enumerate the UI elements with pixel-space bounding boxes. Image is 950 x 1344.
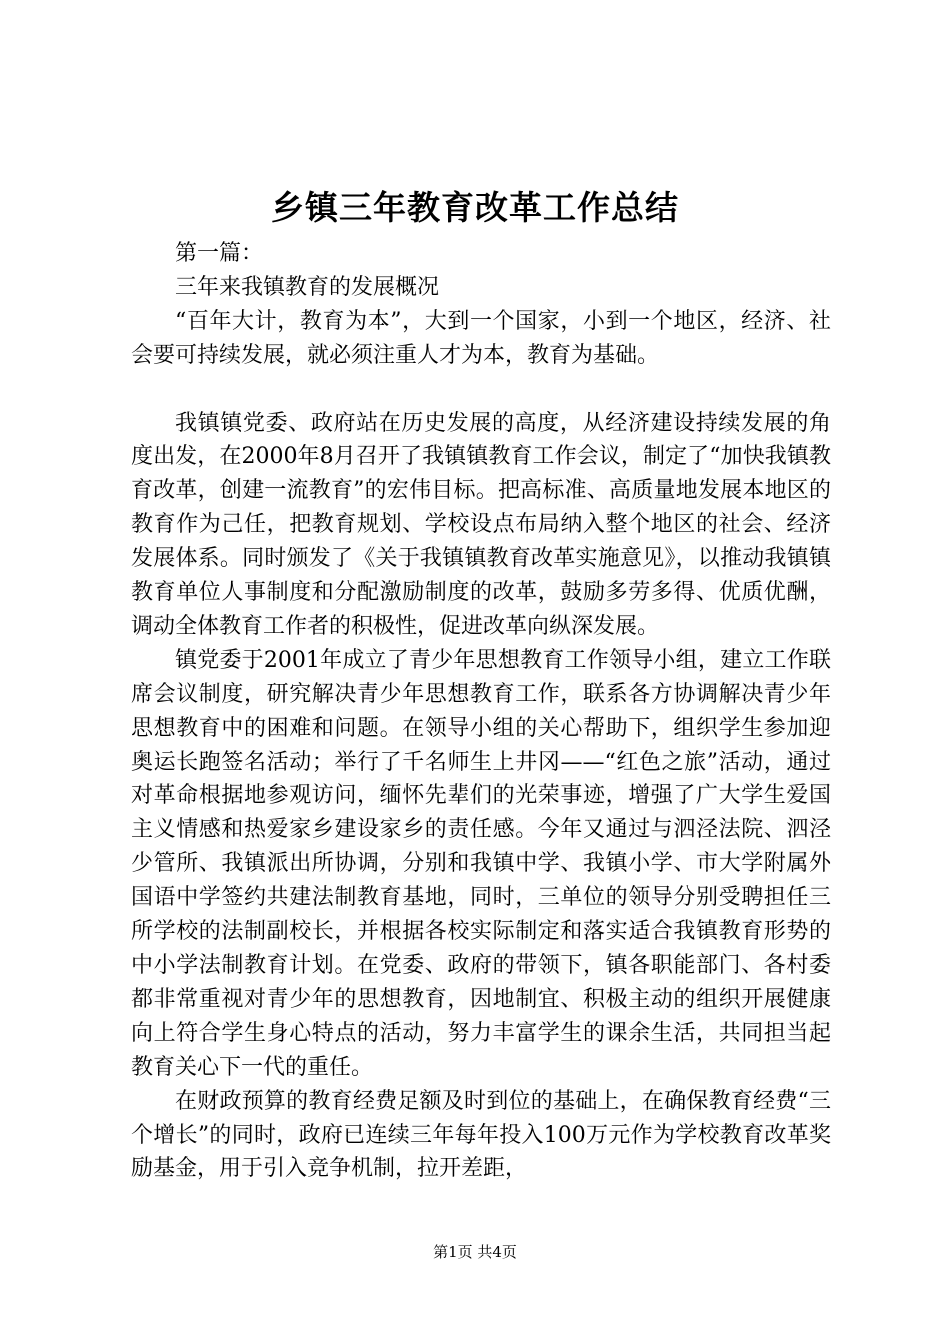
paragraph-3: 镇党委于2001年成立了青少年思想教育工作领导小组，建立工作联席会议制度，研究解决青少年思想教育工作，联系各方协调解决青少年思想教育中的困难和问题。在领导小组的关心帮助下，组织学生参加迎奥运长跑签名活动；举行了千名师生上井冈——“红色之旅”活动，通过对革命根据地参观访问，缅怀先辈们的光荣事迹，增强了广大学生爱国主义情感和热爱家乡建设家乡的责任感。今年又通过与泗泾法院、泗泾少管所、我镇派出所协调，分别和我镇中学、我镇小学、市大学附属外国语中学签约共建法制教育基地，同时，三单位的领导分别受聘担任三所学校的法制副校长，并根据各校实际制定和落实适合我镇教育形势的中小学法制教育计划。在党委、政府的带领下，镇各职能部门、各村委都非常重视对青少年的思想教育，因地制宜、积极主动的组织开展健康向上符合学生身心特点的活动，努力丰富学生的课余生活，共同担当起教育关心下一代的重任。 — [131, 647, 831, 1080]
paragraph-1: “百年大计，教育为本”，大到一个国家，小到一个地区，经济、社会要可持续发展，就必须注重人才为本，教育为基础。 — [131, 308, 831, 368]
section-heading: 第一篇： — [175, 241, 264, 266]
subsection-heading: 三年来我镇教育的发展概况 — [175, 274, 440, 300]
paragraph-4: 在财政预算的教育经费足额及时到位的基础上，在确保教育经费“三个增长”的同时，政府已连续三年每年投入100万元作为学校教育改革奖励基金，用于引入竞争机制，拉开差距， — [131, 1088, 831, 1182]
page-footer: 第1页 共4页 — [433, 1243, 517, 1261]
paragraph-gap — [131, 373, 831, 407]
paragraph-2: 我镇镇党委、政府站在历史发展的高度，从经济建设持续发展的角度出发，在2000年8月召开了我镇镇教育工作会议，制定了“加快我镇教育改革，创建一流教育”的宏伟目标。把高标准、高质量地发展本地区的教育作为己任，把教育规划、学校设点布局纳入整个地区的社会、经济发展体系。同时颁发了《关于我镇镇教育改革实施意见》，以推动我镇镇教育单位人事制度和分配激励制度的改革，鼓励多劳多得、优质优酬，调动全体教育工作者的积极性，促进改革向纵深发展。 — [131, 410, 831, 639]
document-body — [131, 237, 831, 1186]
document-title: 乡镇三年教育改革工作总结 — [271, 188, 679, 227]
